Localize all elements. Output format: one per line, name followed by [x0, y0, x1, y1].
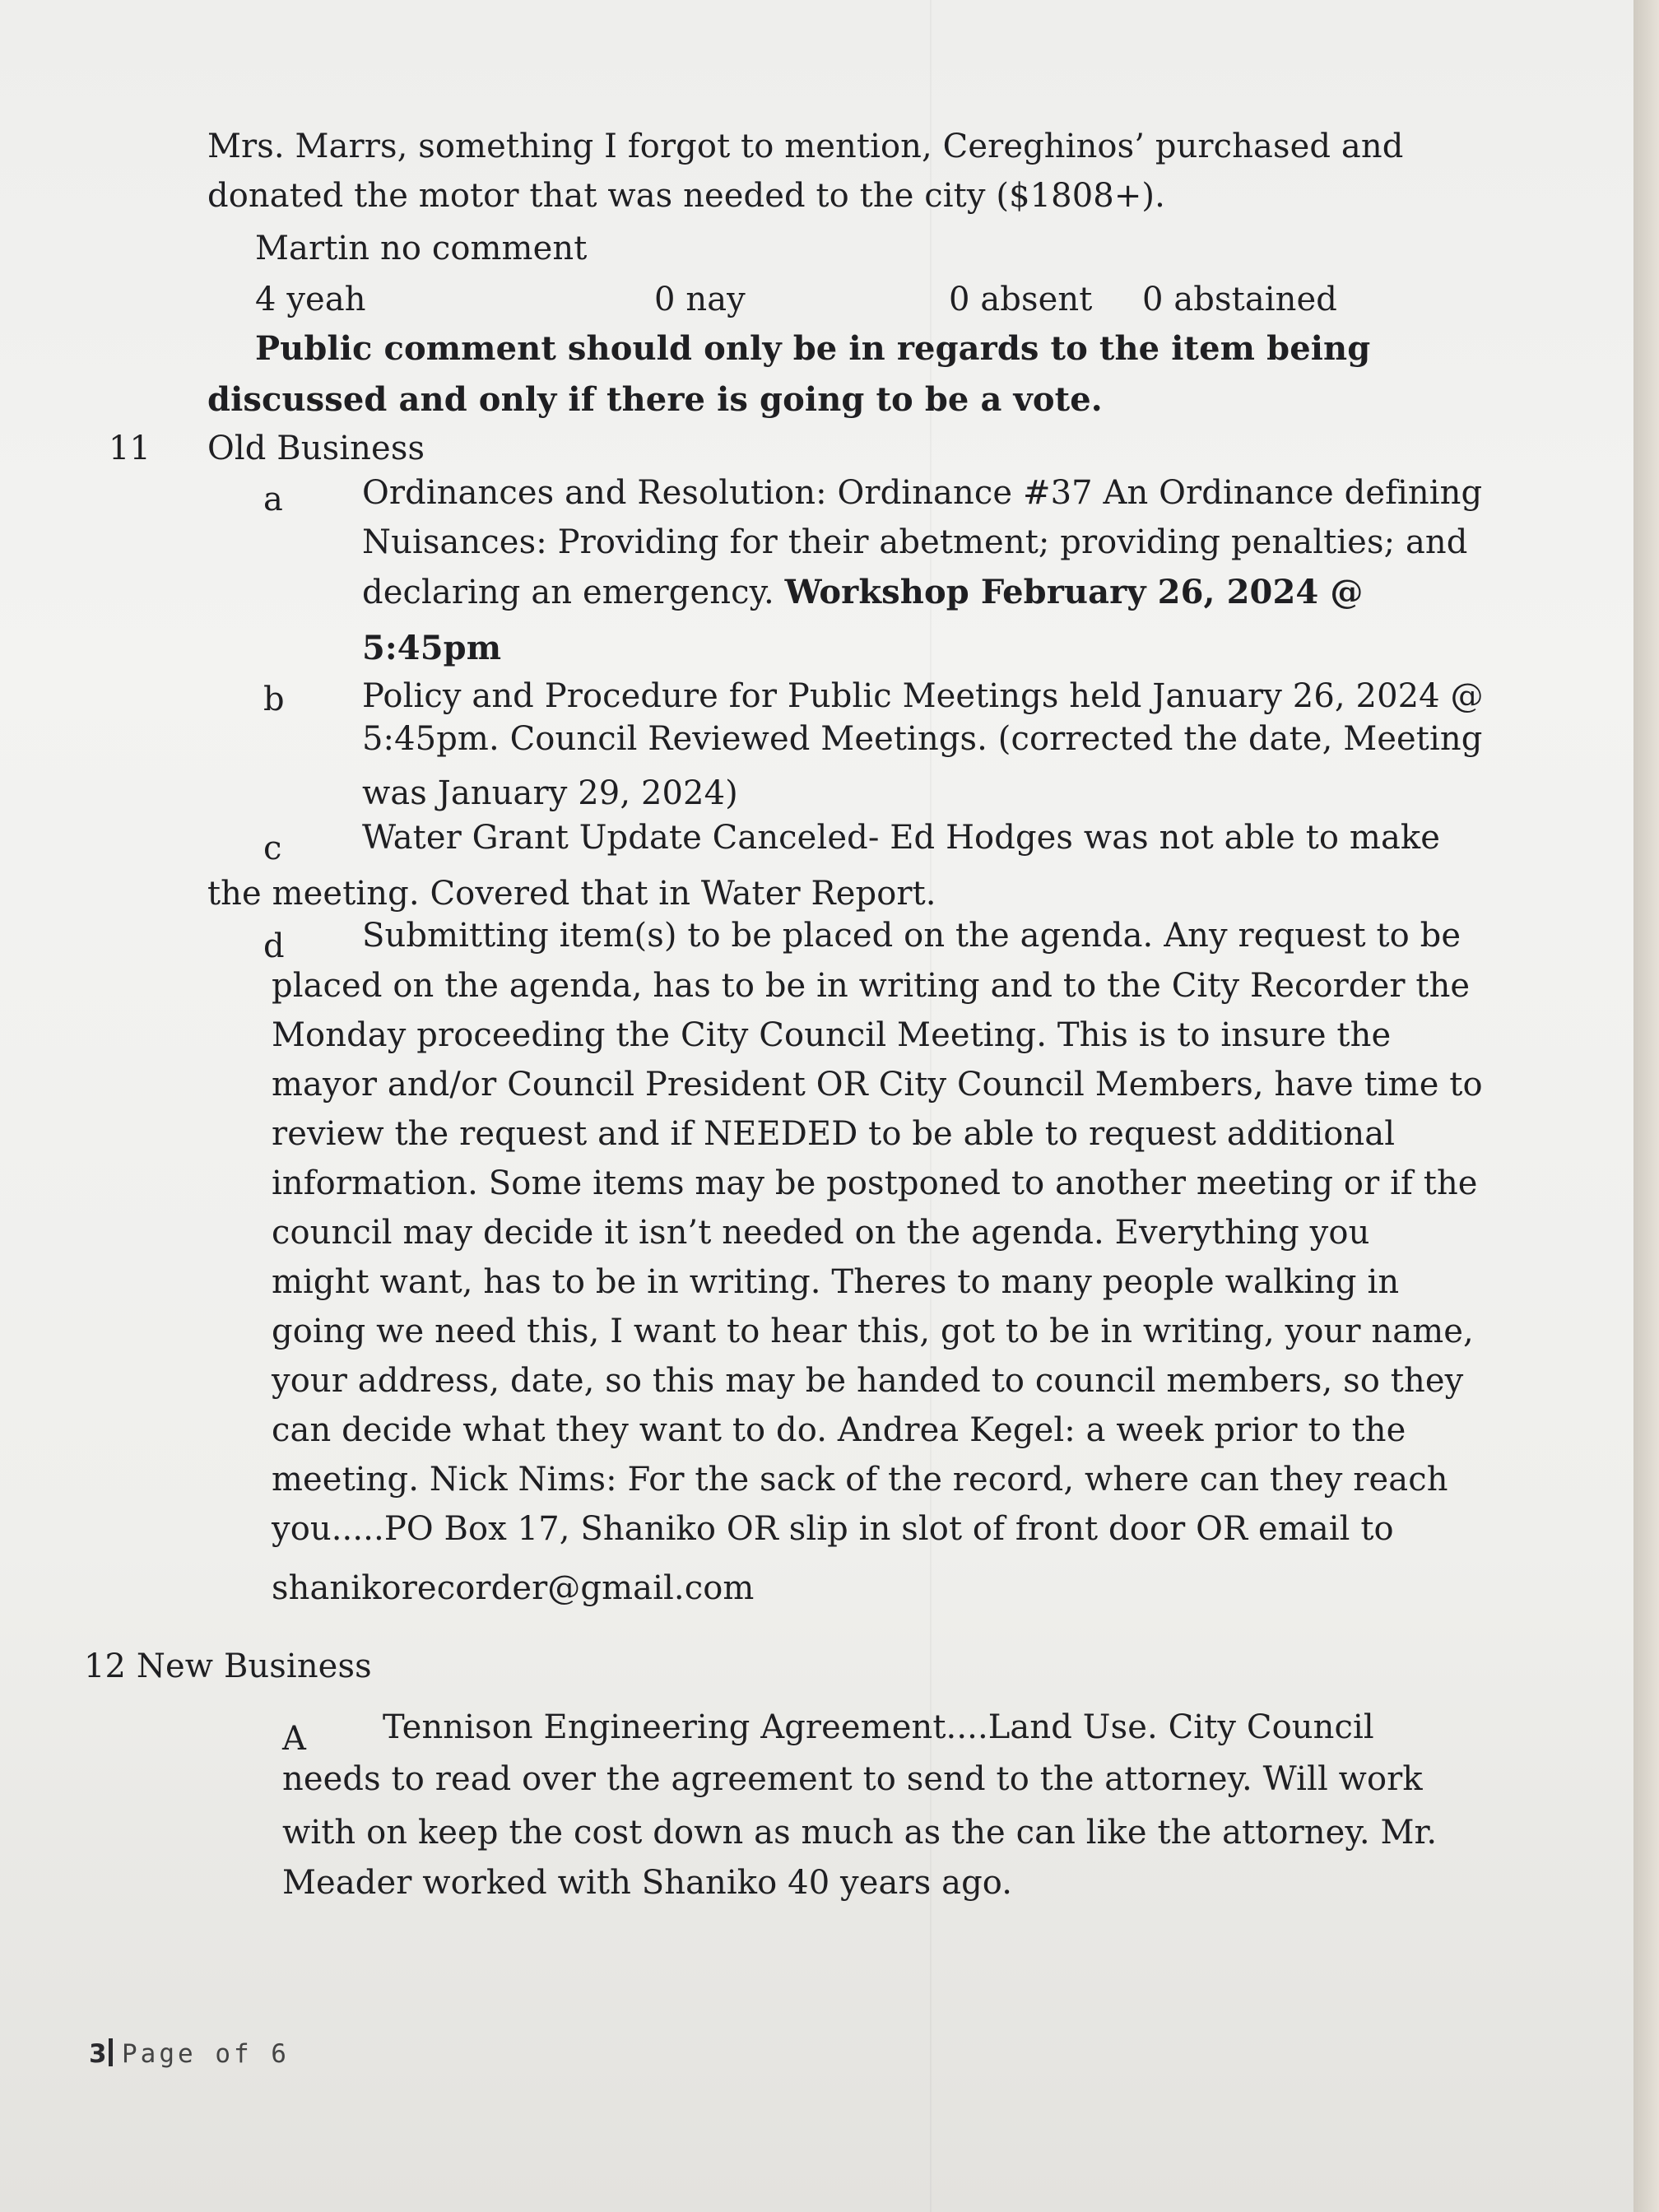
page-number: 3: [89, 2039, 109, 2069]
item-d-line: can decide what they want to do. Andrea Kegel: a week prior to the: [272, 1411, 1406, 1449]
footer-separator: [109, 2038, 113, 2066]
vote-nay: 0 nay: [654, 281, 746, 318]
section-11-title: Old Business: [207, 430, 425, 467]
item-d-line: going we need this, I want to hear this, got to be in writing, your name,: [272, 1313, 1474, 1350]
item-d-email: shanikorecorder@gmail.com: [272, 1569, 755, 1607]
item-a-letter: a: [263, 481, 283, 518]
item-d-line: information. Some items may be postponed to another meeting or if the: [272, 1164, 1478, 1202]
item-c-letter: c: [263, 830, 282, 867]
item-a-line-1: Ordinances and Resolution: Ordinance #37 An Ordinance defining: [362, 474, 1483, 512]
item-a-line-2: Nuisances: Providing for their abetment; providing penalties; and: [362, 523, 1468, 561]
section-11-number: 11: [109, 430, 151, 467]
item-d-line: placed on the agenda, has to be in writing and to the City Recorder the: [272, 967, 1471, 1005]
opening-line-1: Mrs. Marrs, something I forgot to mention, Cereghinos’ purchased and: [207, 128, 1404, 165]
martin-comment: Martin no comment: [255, 230, 588, 267]
item-A-line-3: with on keep the cost down as much as the can like the attorney. Mr.: [282, 1814, 1438, 1852]
public-note-line-2: discussed and only if there is going to be a vote.: [207, 380, 1103, 419]
item-d-line: meeting. Nick Nims: For the sack of the record, where can they reach: [272, 1461, 1448, 1499]
item-c-line-2: the meeting. Covered that in Water Report.: [207, 875, 936, 913]
item-A-line-1: Tennison Engineering Agreement....Land Use. City Council: [383, 1708, 1374, 1746]
item-d-letter: d: [263, 927, 285, 965]
item-d-line-1: Submitting item(s) to be placed on the agenda. Any request to be: [362, 917, 1462, 955]
vote-abstained: 0 abstained: [1142, 281, 1337, 318]
page-label: Page of 6: [122, 2039, 290, 2069]
item-b-line-2: 5:45pm. Council Reviewed Meetings. (corrected the date, Meeting: [362, 720, 1483, 758]
item-d-line: review the request and if NEEDED to be able to request additional: [272, 1115, 1396, 1153]
opening-line-2: donated the motor that was needed to the city ($1808+).: [207, 177, 1165, 215]
item-d-line: might want, has to be in writing. Theres to many people walking in: [272, 1263, 1400, 1301]
item-b-letter: b: [263, 681, 285, 718]
item-A-line-4: Meader worked with Shaniko 40 years ago.: [282, 1864, 1013, 1902]
item-a-line-3: declaring an emergency. Workshop February 26, 2024 @: [362, 573, 1364, 611]
item-d-line: mayor and/or Council President OR City Council Members, have time to: [272, 1066, 1483, 1104]
item-c-line-1: Water Grant Update Canceled- Ed Hodges was not able to make: [362, 819, 1441, 857]
public-note-line-1: Public comment should only be in regards to the item being: [255, 329, 1371, 368]
item-A-line-2: needs to read over the agreement to send to the attorney. Will work: [282, 1760, 1423, 1798]
item-d-line: you.....PO Box 17, Shaniko OR slip in slot of front door OR email to: [272, 1510, 1394, 1548]
vote-absent: 0 absent: [949, 281, 1093, 318]
section-12-title: 12 New Business: [84, 1647, 372, 1685]
item-b-line-1: Policy and Procedure for Public Meetings held January 26, 2024 @: [362, 677, 1484, 715]
vote-yeah: 4 yeah: [255, 281, 366, 318]
background-surface: [1633, 0, 1659, 2212]
item-d-line: Monday proceeding the City Council Meeting. This is to insure the: [272, 1016, 1392, 1054]
item-d-line: council may decide it isn’t needed on the agenda. Everything you: [272, 1214, 1370, 1252]
item-d-line: your address, date, so this may be handed to council members, so they: [272, 1362, 1464, 1400]
item-b-line-3: was January 29, 2024): [362, 774, 738, 812]
item-A-letter: A: [282, 1720, 306, 1758]
item-a-line-4: 5:45pm: [362, 629, 502, 667]
